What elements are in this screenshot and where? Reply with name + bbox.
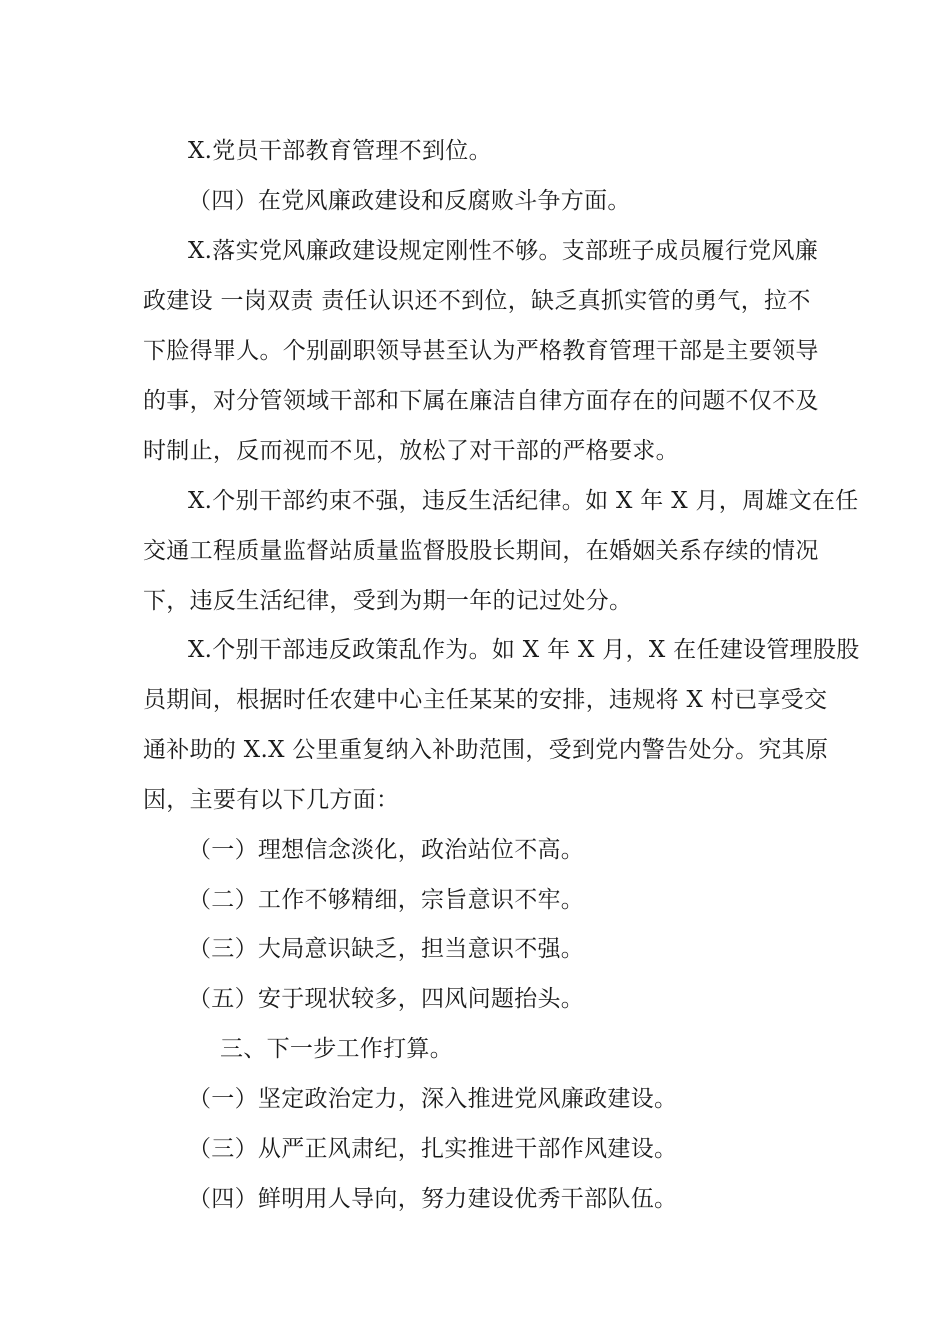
- section-heading: 三、下一步工作打算。: [220, 1036, 453, 1062]
- text-line: 员期间，根据时任农建中心主任某某的安排，违规将 X 村已享受交: [143, 687, 828, 713]
- text-line: 的事，对分管领域干部和下属在廉洁自律方面存在的问题不仅不及: [143, 388, 819, 414]
- text-line: 下脸得罪人。个别副职领导甚至认为严格教育管理干部是主要领导: [143, 338, 819, 364]
- section-heading: （四）在党风廉政建设和反腐败斗争方面。: [188, 188, 631, 214]
- text-line: 下，违反生活纪律，受到为期一年的记过处分。: [143, 588, 633, 614]
- list-item: （一）坚定政治定力，深入推进党风廉政建设。: [188, 1086, 678, 1112]
- list-item: （二）工作不够精细，宗旨意识不牢。: [188, 887, 585, 913]
- text-line: 政建设 一岗双责 责任认识还不到位，缺乏真抓实管的勇气，拉不: [143, 288, 811, 314]
- list-item: （一）理想信念淡化，政治站位不高。: [188, 837, 585, 863]
- text-line: X.个别干部约束不强，违反生活纪律。如 X 年 X 月，周雄文在任: [188, 488, 859, 514]
- list-item: （三）从严正风肃纪，扎实推进干部作风建设。: [188, 1136, 678, 1162]
- text-line: 因，主要有以下几方面：: [143, 787, 400, 813]
- text-line: 交通工程质量监督站质量监督股股长期间，在婚姻关系存续的情况: [143, 538, 819, 564]
- text-line: X.党员干部教育管理不到位。: [188, 138, 492, 164]
- text-line: 通补助的 X.X 公里重复纳入补助范围，受到党内警告处分。究其原: [143, 737, 829, 763]
- list-item: （四）鲜明用人导向，努力建设优秀干部队伍。: [188, 1186, 678, 1212]
- list-item: （三）大局意识缺乏，担当意识不强。: [188, 936, 585, 962]
- text-line: X.个别干部违反政策乱作为。如 X 年 X 月，X 在任建设管理股股: [188, 637, 860, 663]
- text-line: X.落实党风廉政建设规定刚性不够。支部班子成员履行党风廉: [188, 238, 819, 264]
- list-item: （五）安于现状较多，四风问题抬头。: [188, 986, 585, 1012]
- text-line: 时制止，反而视而不见，放松了对干部的严格要求。: [143, 438, 679, 464]
